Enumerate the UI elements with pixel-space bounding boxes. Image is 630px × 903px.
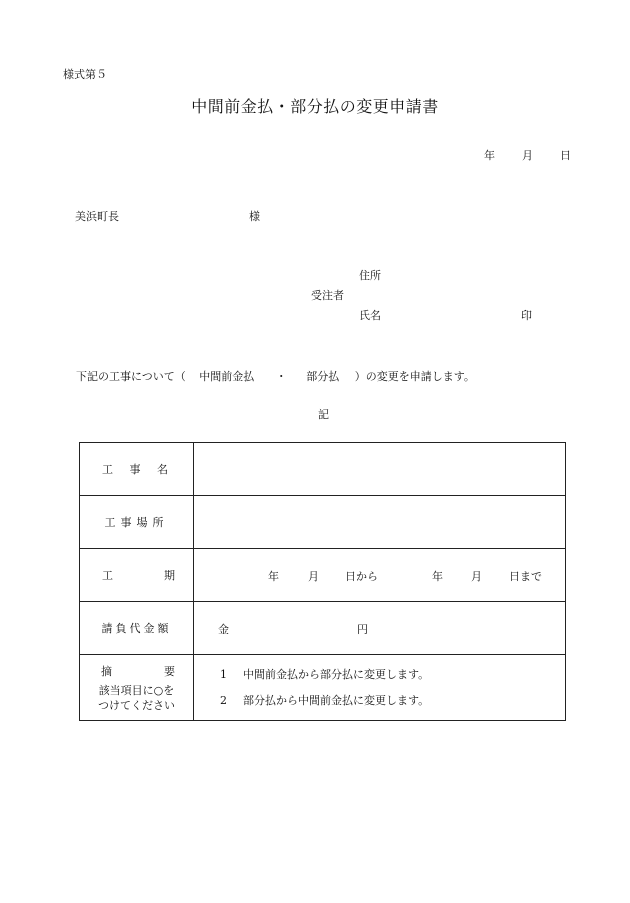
request-option-partial: 部分払	[306, 370, 340, 383]
date-day-label: 日	[560, 149, 571, 162]
memo-instruction: 該当項目に○を つけてください	[98, 683, 175, 712]
request-separator: ・	[275, 370, 287, 383]
period-start-day: 日から	[345, 570, 378, 583]
option-2[interactable]: 2 部分払から中間前金払に変更します。	[220, 693, 430, 707]
period-end-month: 月	[471, 570, 482, 583]
work-name-label: 工 事 名	[80, 443, 194, 496]
period-start-year: 年	[268, 570, 279, 583]
seal-label: 印	[521, 309, 532, 322]
memo-label: 摘 要 該当項目に○を つけてください	[80, 655, 194, 721]
name-label: 氏名	[359, 309, 381, 322]
contractor-label: 受注者	[311, 289, 344, 302]
work-site-field[interactable]	[194, 496, 566, 549]
period-start-month: 月	[308, 570, 319, 583]
request-suffix: ）の変更を申請します。	[354, 370, 475, 383]
document-title: 中間前金払・部分払の変更申請書	[191, 97, 439, 116]
request-prefix: 下記の工事について（	[76, 370, 186, 383]
contract-amount-field[interactable]	[194, 602, 566, 655]
request-sentence	[76, 368, 475, 384]
application-table	[79, 442, 566, 721]
amount-unit: 円	[357, 623, 368, 636]
table-row-period	[80, 549, 566, 602]
option-1[interactable]: 1 中間前金払から部分払に変更します。	[220, 667, 430, 681]
table-row-memo	[80, 655, 566, 721]
period-end-day: 日まで	[509, 570, 542, 583]
address-label: 住所	[359, 269, 381, 282]
note-heading: 記	[318, 408, 329, 421]
period-label: 工 期	[80, 549, 194, 602]
date-month-label: 月	[522, 149, 533, 162]
work-site-label: 工事場所	[80, 496, 194, 549]
addressee-honorific: 様	[249, 210, 260, 223]
table-row-work-name	[80, 443, 566, 496]
period-field[interactable]	[194, 549, 566, 602]
date-year-label: 年	[484, 149, 495, 162]
period-end-year: 年	[432, 570, 443, 583]
addressee-name: 美浜町長	[75, 210, 119, 223]
contract-amount-label: 請負代金額	[80, 602, 194, 655]
form-number: 様式第５	[63, 68, 107, 81]
request-option-interim: 中間前金払	[199, 370, 255, 383]
amount-prefix: 金	[218, 623, 229, 636]
table-row-work-site	[80, 496, 566, 549]
memo-options	[194, 655, 566, 721]
table-row-amount	[80, 602, 566, 655]
work-name-field[interactable]	[194, 443, 566, 496]
